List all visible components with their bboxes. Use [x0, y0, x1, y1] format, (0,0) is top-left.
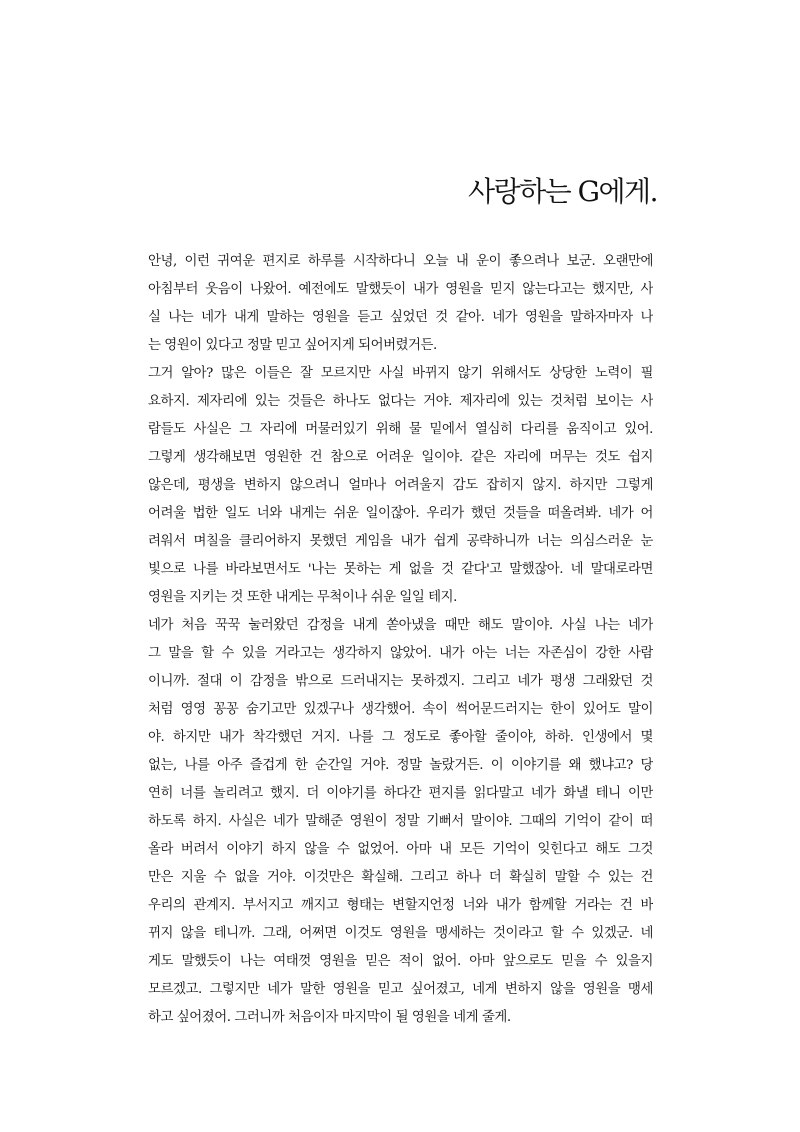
letter-line: 야. 하지만 내가 착각했던 거지. 나를 그 정도로 좋아할 줄이야, 하하. 인생에서 몇 — [148, 730, 653, 745]
letter-line: 올라 버려서 이야기 하지 않을 수 없었어. 아마 내 모든 기억이 잊힌다고 해도 그것 — [148, 842, 653, 857]
letter-line: 않은데, 평생을 변하지 않으려니 얼마나 어려울지 감도 잡히지 않지. 하지만 그렇게 — [148, 478, 653, 493]
letter-body — [148, 248, 653, 1032]
letter-line: 빛으로 나를 바라보면서도 '나는 못하는 게 없을 것 같다'고 말했잖아. 네 말대로라면 — [148, 562, 653, 577]
letter-line: 실 나는 네가 내게 말하는 영원을 듣고 싶었던 것 같아. 네가 영원을 말하자마자 나 — [148, 310, 653, 325]
letter-line: 그렇게 생각해보면 영원한 건 참으로 어려운 일이야. 같은 자리에 머무는 것도 쉽지 — [148, 450, 653, 465]
letter-line: 없는, 나를 아주 즐겁게 한 순간일 거야. 정말 놀랐거든. 이 이야기를 왜 했냐고? 당 — [148, 758, 653, 773]
letter-line: 하고 싶어졌어. 그러니까 처음이자 마지막이 될 영원을 네게 줄게. — [148, 1010, 511, 1025]
letter-line: 그 말을 할 수 있을 거라고는 생각하지 않았어. 내가 아는 너는 자존심이 강한 사람 — [148, 646, 653, 661]
letter-line: 그거 알아? 많은 이들은 잘 모르지만 사실 바뀌지 않기 위해서도 상당한 노력이 필 — [148, 366, 653, 381]
letter-line: 연히 너를 놀리려고 했지. 더 이야기를 하다간 편지를 읽다말고 네가 화낼 테니 이만 — [148, 786, 653, 801]
letter-line: 어려울 법한 일도 너와 내게는 쉬운 일이잖아. 우리가 했던 것들을 떠올려봐. 네가 어 — [148, 506, 653, 521]
letter-line: 모르겠고. 그렇지만 네가 말한 영원을 믿고 싶어졌고, 네게 변하지 않을 영원을 맹세 — [148, 982, 653, 997]
letter-line: 만은 지울 수 없을 거야. 이것만은 확실해. 그리고 하나 더 확실히 말할 수 있는 건 — [148, 870, 653, 885]
letter-line: 요하지. 제자리에 있는 것들은 하나도 없다는 거야. 제자리에 있는 것처럼 보이는 사 — [148, 394, 653, 409]
letter-line: 처럼 영영 꽁꽁 숨기고만 있겠구나 생각했어. 속이 썩어문드러지는 한이 있어도 말이 — [148, 702, 653, 717]
letter-line: 게도 말했듯이 나는 여태껏 영원을 믿은 적이 없어. 아마 앞으로도 믿을 수 있을지 — [148, 954, 653, 969]
letter-line: 는 영원이 있다고 정말 믿고 싶어지게 되어버렸거든. — [148, 338, 437, 353]
letter-line: 아침부터 웃음이 나왔어. 예전에도 말했듯이 내가 영원을 믿지 않는다고는 했지만, 사 — [148, 282, 653, 297]
letter-line: 안녕, 이런 귀여운 편지로 하루를 시작하다니 오늘 내 운이 좋으려나 보군. 오랜만에 — [148, 254, 653, 269]
letter-line: 이니까. 절대 이 감정을 밖으로 드러내지는 못하겠지. 그리고 네가 평생 그래왔던 것 — [148, 674, 653, 689]
letter-line: 하도록 하지. 사실은 네가 말해준 영원이 정말 기뻐서 말이야. 그때의 기억이 같이 떠 — [148, 814, 653, 829]
letter-title: 사랑하는 G에게. — [468, 175, 657, 208]
letter-line: 우리의 관계지. 부서지고 깨지고 형태는 변할지언정 너와 내가 함께할 거라는 건 바 — [148, 898, 653, 913]
letter-line: 뀌지 않을 테니까. 그래, 어쩌면 이것도 영원을 맹세하는 것이라고 할 수 있겠군. 네 — [148, 926, 653, 941]
letter-line: 영원을 지키는 것 또한 내게는 무척이나 쉬운 일일 테지. — [148, 590, 457, 605]
letter-line: 네가 처음 꾹꾹 눌러왔던 감정을 내게 쏟아냈을 때만 해도 말이야. 사실 나는 네가 — [148, 618, 653, 633]
letter-line: 람들도 사실은 그 자리에 머물러있기 위해 물 밑에서 열심히 다리를 움직이고 있어. — [148, 422, 653, 437]
letter-line: 려워서 며칠을 클리어하지 못했던 게임을 내가 쉽게 공략하니까 너는 의심스러운 눈 — [148, 534, 653, 549]
